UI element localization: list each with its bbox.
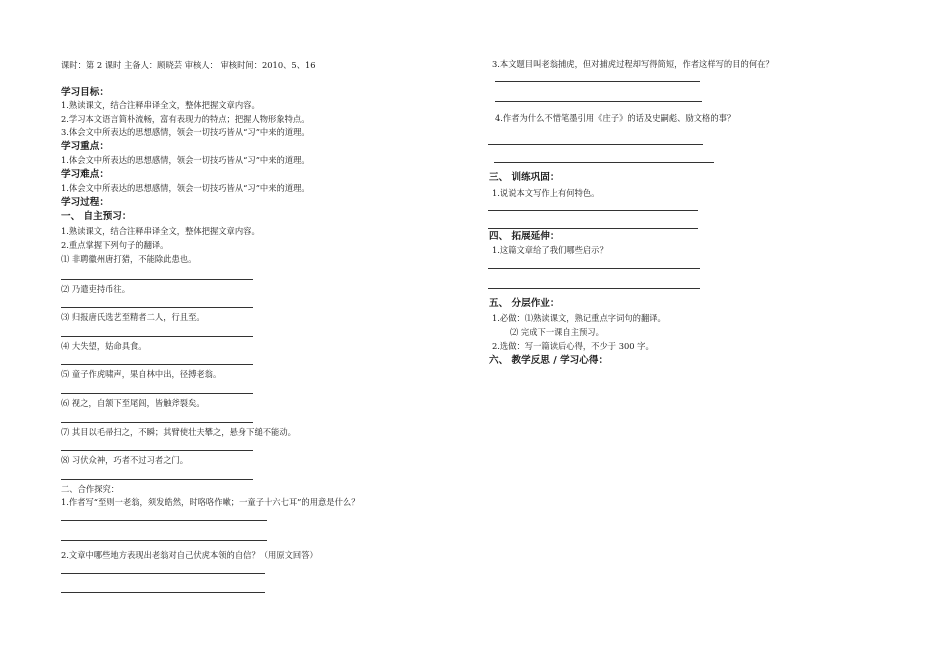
reflection-heading: 六、 教学反思 / 学习心得： <box>489 355 609 366</box>
translation-sentence: ⑴ 非聘徽州唐打猎，不能除此患也。 <box>61 254 197 264</box>
translation-sentence: ⑹ 视之，自颔下至尾闾，皆触斧裂矣。 <box>61 398 205 408</box>
homework-item: 2.选做：写一篇读后心得，不少于 300 字。 <box>492 341 654 351</box>
answer-line[interactable] <box>61 336 253 337</box>
translation-sentence: ⑺ 其目以毛帚扫之，不瞬；其臂使壮夫攀之，悬身下缒不能动。 <box>61 427 296 437</box>
answer-line[interactable] <box>495 81 700 82</box>
key-point-item: 1.体会文中所表达的思想感情，领会一切技巧皆从“习”中来的道理。 <box>61 155 310 165</box>
translation-sentence: ⑵ 乃遣吏持币往。 <box>61 284 131 294</box>
answer-line[interactable] <box>61 279 253 280</box>
answer-line[interactable] <box>488 144 703 145</box>
homework-item: ⑵ 完成下一课自主预习。 <box>510 327 604 337</box>
answer-line[interactable] <box>61 573 265 574</box>
cooperation-question: 3.本文题目叫老翁捕虎，但对捕虎过程却写得简短，作者这样写的目的何在？ <box>492 59 774 69</box>
translation-sentence: ⑸ 童子作虎啸声，果自林中出，径搏老翁。 <box>61 369 222 379</box>
preview-item: 1.熟读课文，结合注释串译全文，整体把握文章内容。 <box>61 226 260 236</box>
extension-item: 1.这篇文章给了我们哪些启示？ <box>492 245 608 255</box>
answer-line[interactable] <box>61 393 253 394</box>
answer-line[interactable] <box>61 592 265 593</box>
objectives-heading: 学习目标： <box>61 87 109 98</box>
answer-line[interactable] <box>488 268 700 269</box>
cooperation-question: 1.作者写“至则一老翁，须发皓然，时咯咯作嗽；一童子十六七耳”的用意是什么？ <box>61 497 360 507</box>
translation-sentence: ⑶ 归报唐氏选艺至精者二人，行且至。 <box>61 312 205 322</box>
cooperation-question: 2.文章中哪些地方表现出老翁对自己伏虎本领的自信？（用原文回答） <box>61 550 318 560</box>
answer-line[interactable] <box>488 288 700 289</box>
practice-item: 1.说说本文写作上有何特色。 <box>492 188 600 198</box>
difficulty-item: 1.体会文中所表达的思想感情，领会一切技巧皆从“习”中来的道理。 <box>61 183 310 193</box>
objective-item: 1.熟读课文，结合注释串译全文，整体把握文章内容。 <box>61 100 260 110</box>
answer-line[interactable] <box>495 101 702 102</box>
preview-item: 2.重点掌握下列句子的翻译。 <box>61 240 169 250</box>
answer-line[interactable] <box>61 479 253 480</box>
translation-sentence: ⑻ 习伏众神，巧者不过习者之门。 <box>61 455 189 465</box>
objective-item: 2.学习本文语言简朴流畅，富有表现力的特点；把握人物形象特点。 <box>61 114 310 124</box>
objective-item: 3.体会文中所表达的思想感情，领会一切技巧皆从“习”中来的道理。 <box>61 127 310 137</box>
answer-line[interactable] <box>488 210 698 211</box>
cooperation-question: 4.作者为什么不惜笔墨引用《庄子》的话及史嗣彪、励文格的事？ <box>495 113 736 123</box>
answer-line[interactable] <box>61 307 253 308</box>
answer-line[interactable] <box>488 228 698 229</box>
homework-item: 1.必做：⑴熟读课文，熟记重点字词句的翻译。 <box>492 313 666 323</box>
answer-line[interactable] <box>61 450 253 451</box>
process-heading: 学习过程： <box>61 197 109 208</box>
extension-heading: 四、 拓展延伸： <box>489 231 560 242</box>
cooperation-heading: 二、合作探究： <box>61 484 120 494</box>
difficulties-heading: 学习难点： <box>61 169 109 180</box>
answer-line[interactable] <box>61 364 253 365</box>
key-points-heading: 学习重点： <box>61 141 109 152</box>
answer-line[interactable] <box>61 520 267 521</box>
practice-heading: 三、 训练巩固： <box>489 172 560 183</box>
answer-line[interactable] <box>61 540 267 541</box>
header-info: 课时：第 2 课时 主备人：顾晓芸 审核人： 审核时间：2010、5、16 <box>61 60 316 70</box>
preview-heading: 一、 自主预习： <box>61 211 132 222</box>
answer-line[interactable] <box>61 422 253 423</box>
answer-line[interactable] <box>494 162 714 163</box>
translation-sentence: ⑷ 大失望，姑命具食。 <box>61 341 147 351</box>
homework-heading: 五、 分层作业： <box>489 298 560 309</box>
